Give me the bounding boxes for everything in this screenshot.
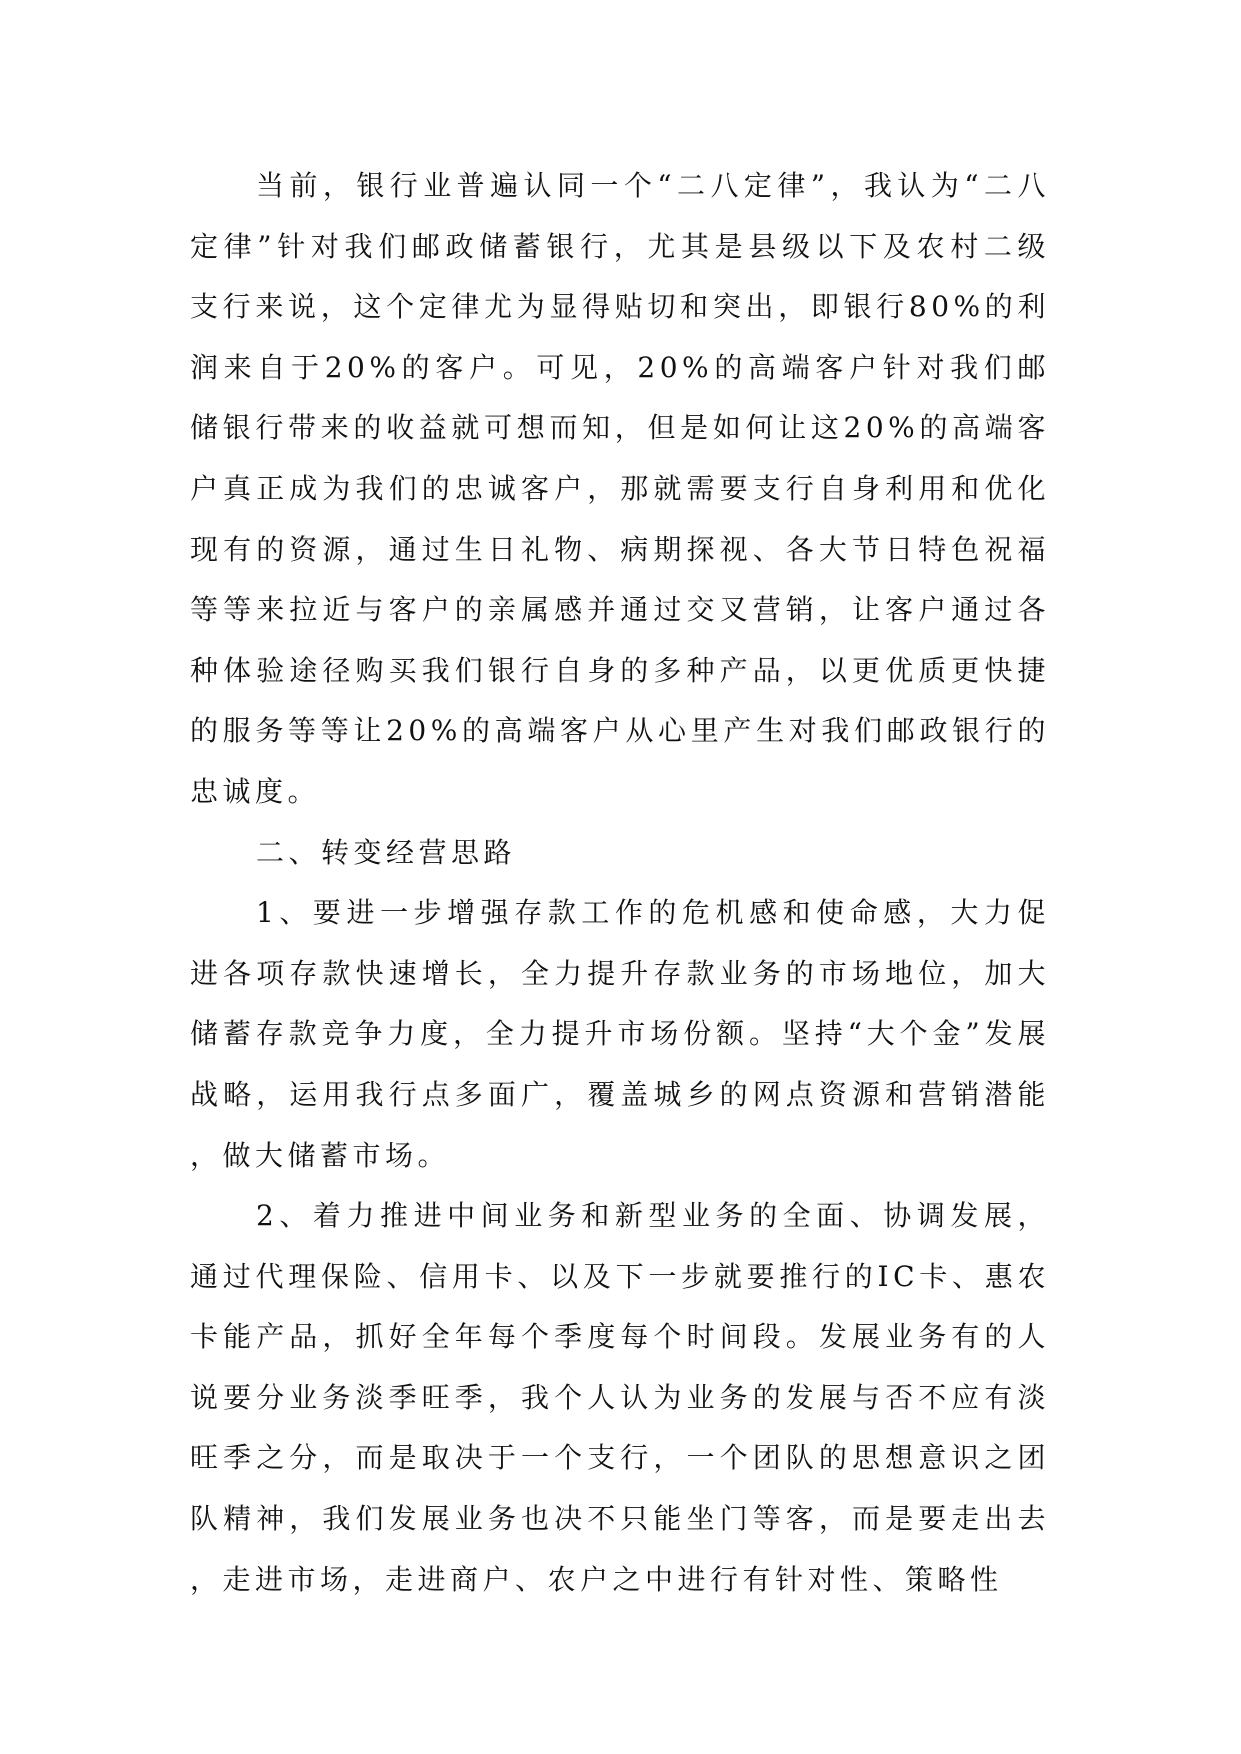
- paragraph-point-1-deposits: 1、要进一步增强存款工作的危机感和使命感，大力促进各项存款快速增长，全力提升存款业务的市场地位，加大储蓄存款竞争力度，全力提升市场份额。坚持“大个金”发展战略，运用我行点多面广，覆盖城乡的网点资源和营销潜能，做大储蓄市场。: [190, 896, 1050, 1172]
- section-heading-change-business-thinking: 二、转变经营思路: [256, 835, 517, 869]
- paragraph-twenty-eighty-rule: 当前，银行业普遍认同一个“二八定律”，我认为“二八定律”针对我们邮政储蓄银行，尤其是县级以下及农村二级支行来说，这个定律尤为显得贴切和突出，即银行80%的利润来自于20%的客户。可见，20%的高端客户针对我们邮储银行带来的收益就可想而知，但是如何让这20%的高端客户真正成为我们的忠诚客户，那就需要支行自身利用和优化现有的资源，通过生日礼物、病期探视、各大节日特色祝福等等来拉近与客户的亲属感并通过交叉营销，让客户通过各种体验途径购买我们银行自身的多种产品，以更优质更快捷的服务等等让20%的高端客户从心里产生对我们邮政银行的忠诚度。: [190, 169, 1050, 808]
- paragraph-point-2-intermediate-business: 2、着力推进中间业务和新型业务的全面、协调发展，通过代理保险、信用卡、以及下一步就要推行的IC卡、惠农卡能产品，抓好全年每个季度每个时间段。发展业务有的人说要分业务淡季旺季，我个人认为业务的发展与否不应有淡旺季之分，而是取决于一个支行，一个团队的思想意识之团队精神，我们发展业务也决不只能坐门等客，而是要走出去，走进市场，走进商户、农户之中进行有针对性、策略性: [190, 1199, 1050, 1596]
- document-body: [190, 156, 1050, 1610]
